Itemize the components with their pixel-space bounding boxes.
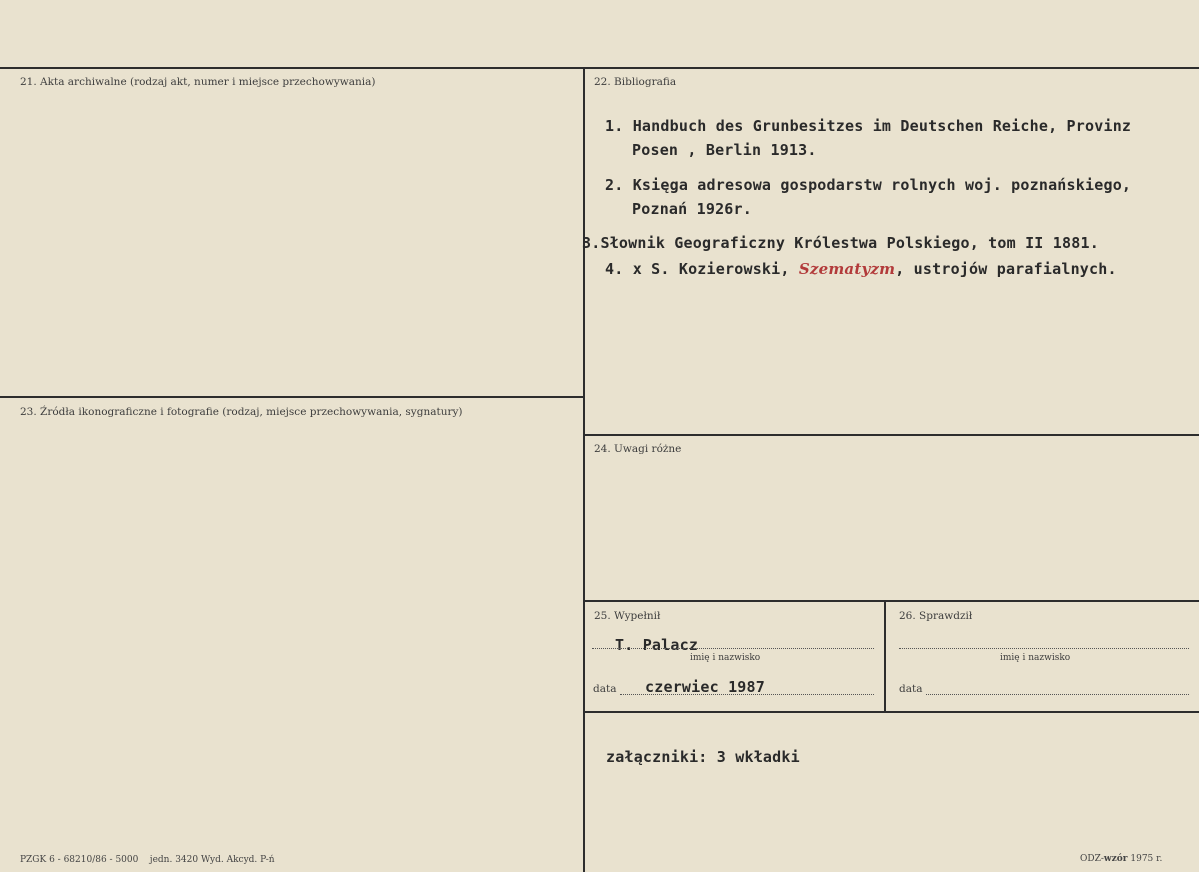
checked-by-name-caption: imię i nazwisko — [1000, 653, 1071, 663]
section-25-label: 25. Wypełnił — [594, 610, 661, 622]
filled-by-date-label: data — [593, 683, 617, 695]
section-23-label: 23. Źródła ikonograficzne i fotografie (rodzaj, miejsce przechowywania, sygnatury) — [20, 406, 463, 418]
form-model-note — [1080, 854, 1162, 864]
section-26-label: 26. Sprawdził — [899, 610, 973, 622]
bibliography-entry-1-line2: Posen , Berlin 1913. — [632, 141, 817, 159]
bibliography-entry-2-line1: 2. Księga adresowa gospodarstw rolnych woj. poznańskiego, — [605, 176, 1132, 194]
bibliography-entry-4-suffix: , ustrojów parafialnych. — [895, 260, 1117, 278]
filled-by-name: T. Palacz — [615, 636, 699, 654]
bibliography-entry-1-line1: 1. Handbuch des Grunbesitzes im Deutschen Reiche, Provinz — [605, 117, 1132, 135]
section-24-label: 24. Uwagi różne — [594, 443, 682, 455]
checked-by-date-line — [926, 694, 1189, 695]
checked-by-name-line — [899, 648, 1189, 649]
sign-divider — [884, 600, 886, 712]
top-rule — [0, 67, 1199, 69]
handwritten-title: Szematyzm — [798, 260, 896, 278]
right-lower-rule — [584, 711, 1199, 713]
bibliography-entry-4 — [605, 260, 1117, 278]
center-divider — [583, 67, 585, 872]
filled-by-date-value: czerwiec 1987 — [645, 678, 765, 696]
filled-by-name-line — [592, 648, 874, 649]
bibliography-entry-4-prefix: 4. x S. Kozierowski, — [605, 260, 790, 278]
form-model-suffix: 1975 r. — [1127, 854, 1163, 864]
filled-by-date-line — [620, 694, 874, 695]
bibliography-entry-2-line2: Poznań 1926r. — [632, 200, 752, 218]
form-model-bold: wzór — [1103, 854, 1128, 864]
bibliography-entry-3: 3.Słownik Geograficzny Królestwa Polskiego, tom II 1881. — [582, 234, 1099, 252]
left-middle-rule — [0, 396, 584, 398]
checked-by-date-label: data — [899, 683, 923, 695]
right-upper-rule — [584, 434, 1199, 436]
attachments-note: załączniki: 3 wkładki — [606, 748, 800, 766]
right-sign-rule — [584, 600, 1199, 602]
section-22-label: 22. Bibliografia — [594, 76, 677, 88]
print-info: PZGK 6 - 68210/86 - 5000 jedn. 3420 Wyd. Akcyd. P-ń — [20, 855, 275, 865]
filled-by-name-caption: imię i nazwisko — [690, 653, 761, 663]
section-21-label: 21. Akta archiwalne (rodzaj akt, numer i miejsce przechowywania) — [20, 76, 376, 88]
form-model-prefix: ODZ- — [1080, 854, 1104, 864]
